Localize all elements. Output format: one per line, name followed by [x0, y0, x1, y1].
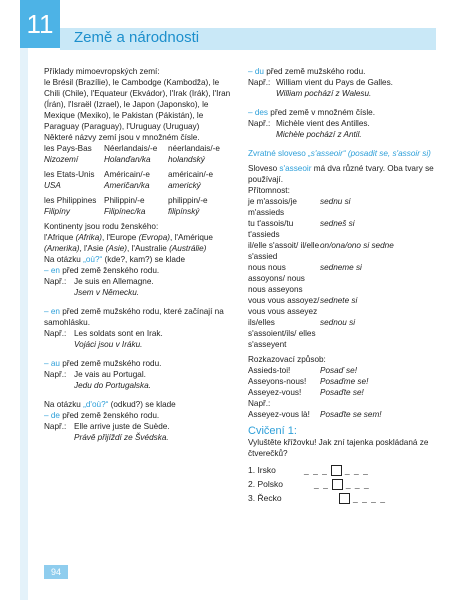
table-cell: les Pays-Bas: [44, 144, 92, 153]
conjugation-row: nous nous assoyons/ nous nous asseyons sedneme si: [248, 263, 362, 294]
table-row: [44, 169, 236, 180]
table-row: [44, 143, 236, 154]
table-row: [44, 206, 236, 217]
conjugation-row: vous vous assoyez/ vous vous asseyez sednete si: [248, 296, 358, 316]
chapter-number: 11: [20, 0, 60, 48]
conjugation-row: je m'assois/je m'assieds sednu si: [248, 197, 351, 217]
table-cell: américain/-e: [168, 170, 214, 179]
left-column: [44, 66, 236, 443]
question-where: Na otázku „où?“ (kde?, kam?) se klade: [44, 255, 186, 264]
imperative-label: Rozkazovací způsob:: [248, 355, 326, 364]
imperative-table: [248, 365, 444, 420]
rule-du: – du před země mužského rodu.: [248, 67, 366, 76]
page-number: 94: [44, 565, 68, 579]
table-cell: Américain/-e: [104, 170, 150, 179]
conjugation-row: ils/elles s'assoient/ils/ elles s'asseyent sednou si: [248, 318, 356, 349]
table-cell: filipínský: [168, 207, 200, 216]
imperative-row: Asseyons-nous! Posaďme se!: [248, 377, 369, 386]
exercise-title: Cvičení 1:: [248, 425, 297, 437]
imperative-row: Asseyez-vous là! Posaďte se sem!: [248, 410, 382, 419]
verb-title: Zvratné sloveso „s'asseoir“ (posadit se, s'assoir si): [248, 149, 431, 158]
example-en: Např.: Je suis en Allemagne. Jsem v Německu.: [44, 277, 154, 297]
rule-des: – des před země v množném čísle.: [248, 108, 375, 117]
crossword-box[interactable]: [332, 479, 343, 490]
crossword-row: 2. Polsko _ _ _ _ _: [248, 478, 370, 489]
table-cell: Američan/ka: [104, 181, 150, 190]
table-cell: les Philippines: [44, 196, 97, 205]
continents-title: Kontinenty jsou rodu ženského:: [44, 222, 159, 231]
example-des: Např.: Michèle vient des Antilles. Michèle pochází z Antil.: [248, 119, 370, 139]
rule-au: – au před země mužského rodu.: [44, 359, 162, 368]
imperative-row: Assieds-toi! Posaď se!: [248, 366, 357, 375]
question-from-where: Na otázku „d'où?“ (odkud?) se klade: [44, 400, 176, 409]
verb-intro: Sloveso s'asseoir má dva různé tvary. Oba tvary se používají.: [248, 164, 434, 184]
imperative-row: Např.:: [248, 399, 271, 408]
table-cell: americký: [168, 181, 201, 190]
crossword-box[interactable]: [339, 493, 350, 504]
table-row: [44, 154, 236, 165]
example-de: Např.: Elle arrive juste de Suède. Právě přijíždí ze Švédska.: [44, 422, 170, 442]
table-cell: Holanďan/ka: [104, 155, 151, 164]
crossword-row: 3. Řecko _ _ _ _: [248, 492, 386, 503]
table-cell: les Etats-Unis: [44, 170, 95, 179]
present-label: Přítomnost:: [248, 186, 290, 195]
table-cell: Filipínec/ka: [104, 207, 146, 216]
table-row: [44, 195, 236, 206]
examples-title: Příklady mimoevropských zemí:: [44, 67, 160, 76]
table-cell: néerlandais/-e: [168, 144, 220, 153]
table-cell: Filipíny: [44, 207, 70, 216]
plural-intro: Některé názvy zemí jsou v množném čísle.: [44, 133, 200, 142]
rule-de: – de před země ženského rodu.: [44, 411, 160, 420]
table-cell: Nizozemí: [44, 155, 79, 164]
table-cell: USA: [44, 181, 61, 190]
rule-en-masculine: – en před země mužského rodu, které začínají na samohlásku.: [44, 307, 224, 327]
example-au: Např.: Je vais au Portugal. Jedu do Portugalska.: [44, 370, 151, 390]
table-cell: holandský: [168, 155, 205, 164]
example-du: Např.: William vient du Pays de Galles. William pochází z Walesu.: [248, 78, 393, 98]
rule-en-feminine: – en před země ženského rodu.: [44, 266, 160, 275]
table-row: [44, 180, 236, 191]
example-en-2: Např.: Les soldats sont en Irak. Vojáci jsou v Iráku.: [44, 329, 163, 349]
continents-text: l'Afrique (Afrika), l'Europe (Evropa), l'Amérique (Amerika), l'Asie (Asie), l'Australie (Austrálie): [44, 233, 213, 253]
imperative-row: Asseyez-vous! Posaďte se!: [248, 388, 364, 397]
present-table: [248, 196, 444, 350]
crossword-box[interactable]: [331, 465, 342, 476]
crossword: [248, 463, 444, 505]
table-cell: Néerlandais/-e: [104, 144, 158, 153]
examples-text: le Brésil (Brazílie), le Cambodge (Kambodža), le Chili (Chile), l'Equateur (Ekvádor), l'Irak (Irák), l'Iran (Írán), l'Israël (Izrael), le Japon (Japonsko), le Mexique (Mexiko), le Pakistan (Pákistán), le Paraguay (Paraguay), l'Uruguay (Uruguay): [44, 78, 231, 131]
table-cell: philippin/-e: [168, 196, 208, 205]
side-strip: [20, 48, 28, 600]
exercise-instruction: Vyluštěte křížovku! Jak zní tajenka poskládaná ze čtverečků?: [248, 438, 429, 458]
conjugation-row: tu t'assois/tu t'assieds sedneš si: [248, 219, 355, 239]
nationality-table: [44, 143, 236, 217]
table-cell: Philippin/-e: [104, 196, 145, 205]
page-title: Země a národnosti: [74, 29, 200, 46]
conjugation-row: il/elle s'assoit/ il/elle s'assied on/ona/ono si sedne: [248, 241, 394, 261]
crossword-row: 1. Irsko _ _ _ _ _ _: [248, 464, 369, 475]
right-column: [248, 66, 444, 505]
